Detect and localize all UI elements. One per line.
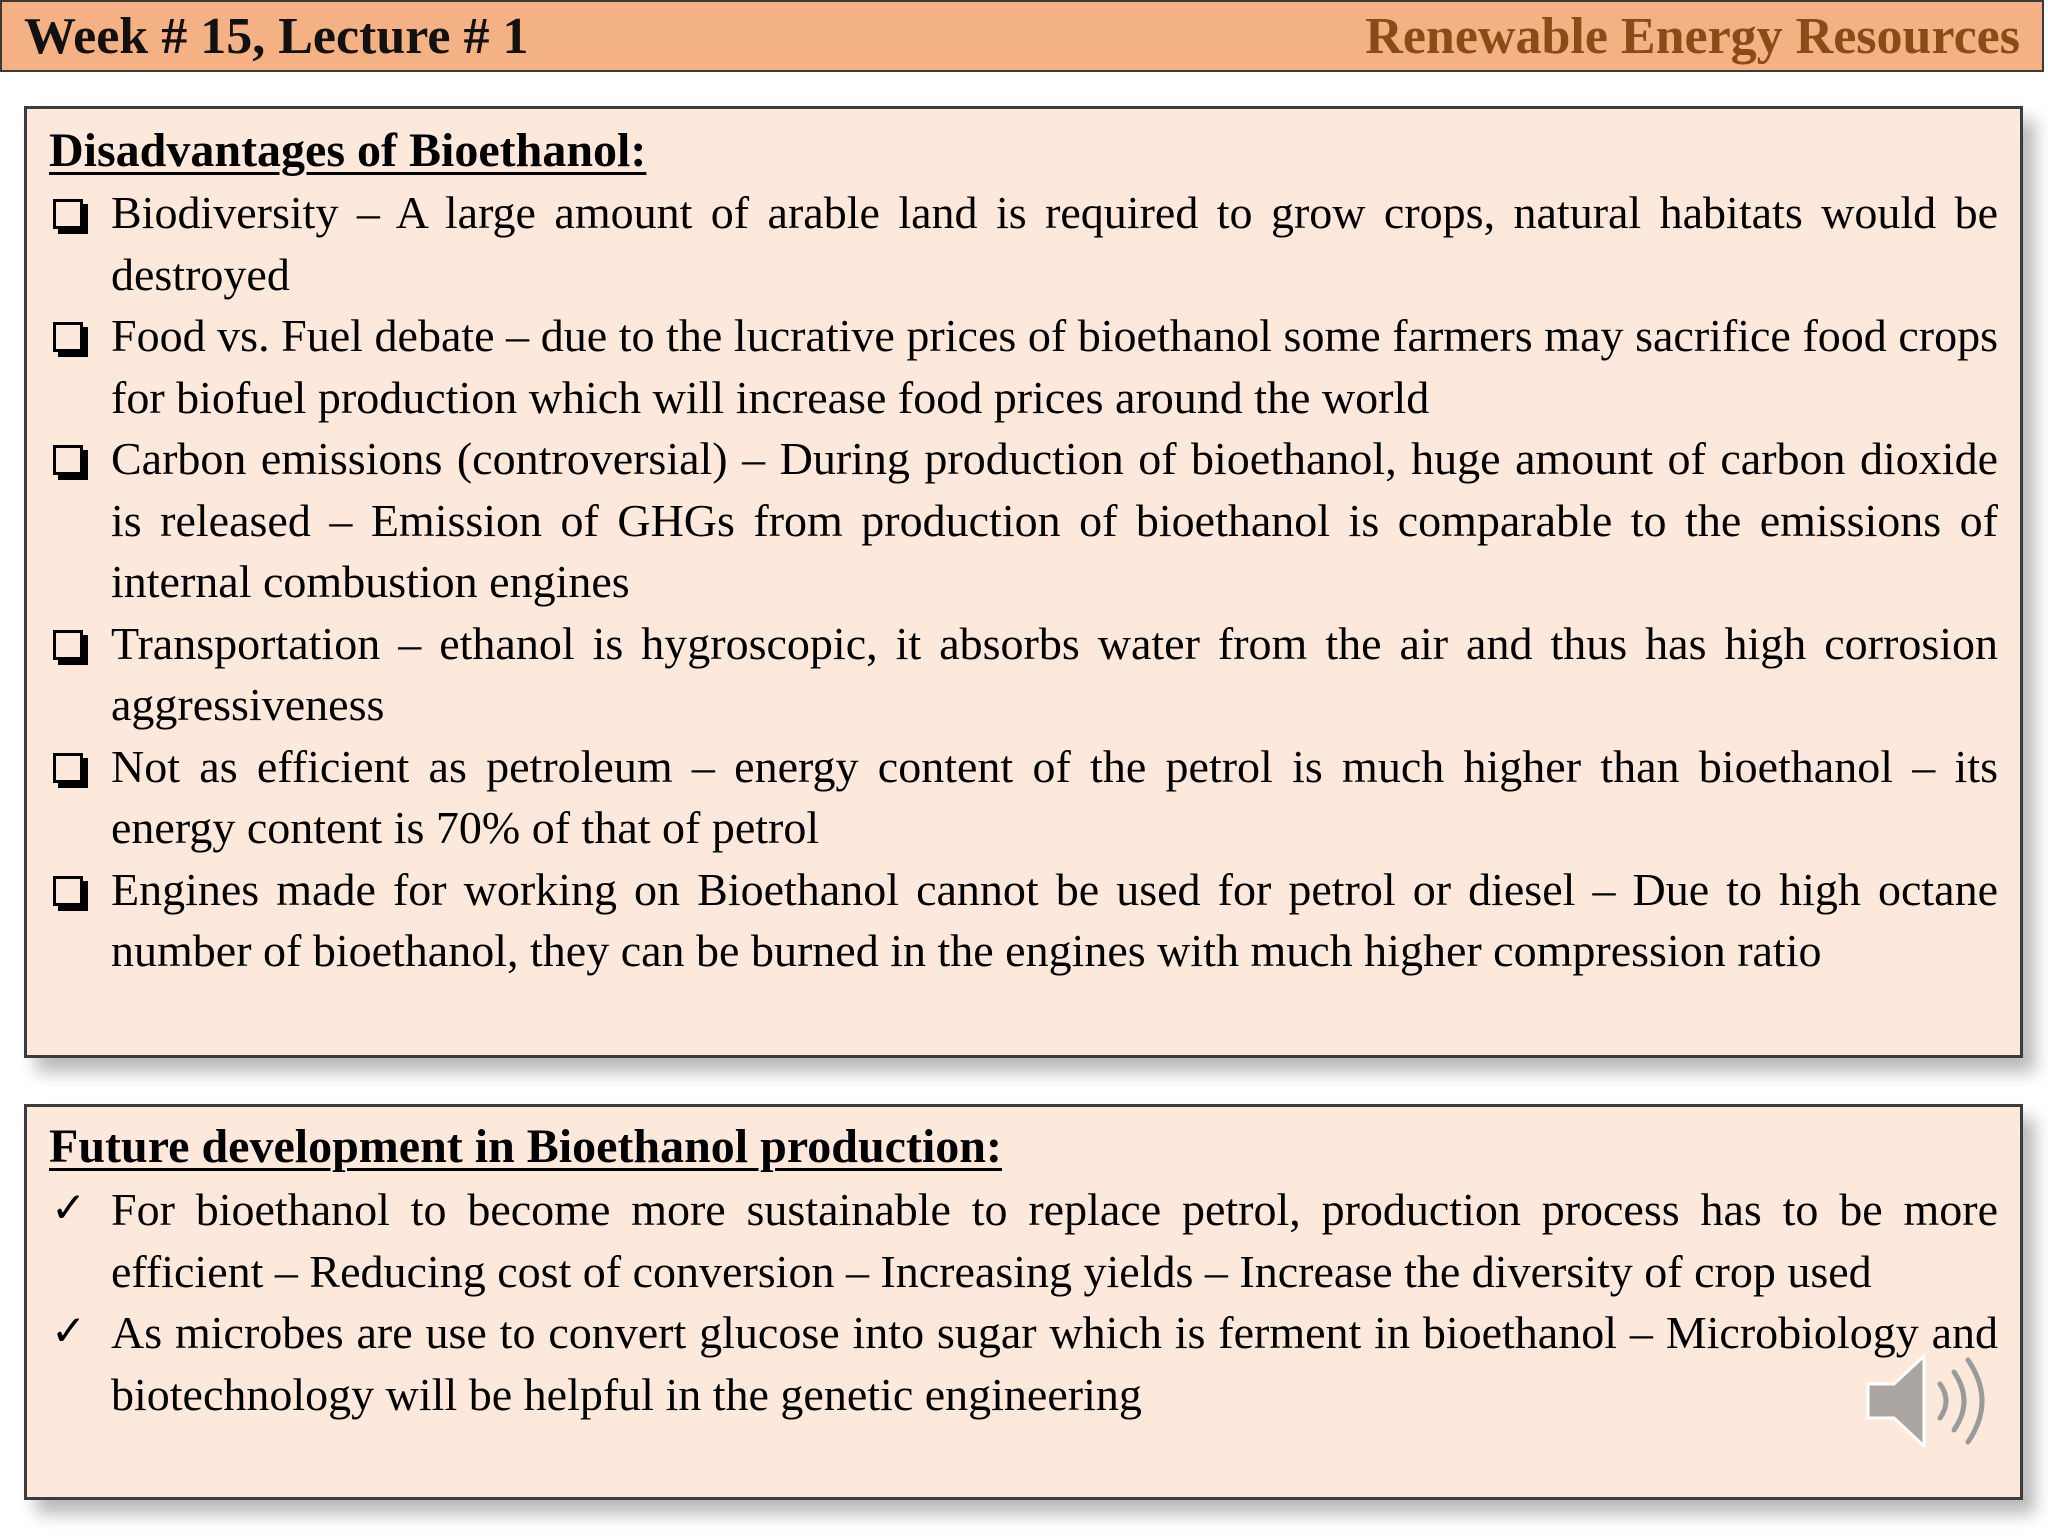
check-mark-icon: ✓	[51, 1306, 87, 1355]
list-item	[49, 305, 1998, 428]
square-bullet-icon	[53, 876, 83, 906]
check-mark-icon: ✓	[51, 1183, 87, 1232]
list-item	[49, 428, 1998, 613]
list-item	[49, 1179, 1998, 1302]
disadvantages-heading: Disadvantages of Bioethanol:	[49, 124, 647, 177]
future-heading: Future development in Bioethanol production:	[49, 1120, 1002, 1173]
slide-header	[0, 0, 2044, 72]
item-text: Food vs. Fuel debate – due to the lucrative prices of bioethanol some farmers may sacrifice food crops for biofuel production which will increase food prices around the world	[111, 310, 1998, 423]
disadvantages-box	[24, 106, 2023, 1058]
list-item	[49, 859, 1998, 982]
disadvantages-list	[49, 182, 1998, 982]
list-item	[49, 1302, 1998, 1425]
item-text: Transportation – ethanol is hygroscopic, it absorbs water from the air and thus has high corrosion aggressiveness	[111, 617, 1998, 730]
item-text: Biodiversity – A large amount of arable land is required to grow crops, natural habitats would be destroyed	[111, 187, 1998, 300]
square-bullet-icon	[53, 322, 83, 352]
course-title: Renewable Energy Resources	[1365, 8, 2020, 65]
item-text: For bioethanol to become more sustainable to replace petrol, production process has to be more efficient – Reducing cost of conversion – Increasing yields – Increase the diversity of crop used	[111, 1184, 1998, 1297]
square-bullet-icon	[53, 199, 83, 229]
item-text: As microbes are use to convert glucose into sugar which is ferment in bioethanol – Microbiology and biotechnology will be helpful in the genetic engineering	[111, 1307, 1998, 1420]
future-box	[24, 1104, 2023, 1500]
future-list	[49, 1179, 1998, 1425]
square-bullet-icon	[53, 445, 83, 475]
square-bullet-icon	[53, 753, 83, 783]
list-item	[49, 736, 1998, 859]
item-text: Engines made for working on Bioethanol cannot be used for petrol or diesel – Due to high octane number of bioethanol, they can be burned in the engines with much higher compression ratio	[111, 863, 1998, 976]
list-item	[49, 613, 1998, 736]
lecture-title: Week # 15, Lecture # 1	[24, 8, 529, 65]
speaker-icon[interactable]	[1862, 1346, 2002, 1456]
square-bullet-icon	[53, 630, 83, 660]
list-item	[49, 182, 1998, 305]
item-text: Carbon emissions (controversial) – During production of bioethanol, huge amount of carbon dioxide is released – Emission of GHGs from production of bioethanol is comparable to the emissions of internal combustion engines	[111, 433, 1998, 607]
item-text: Not as efficient as petroleum – energy content of the petrol is much higher than bioethanol – its energy content is 70% of that of petrol	[111, 740, 1998, 853]
